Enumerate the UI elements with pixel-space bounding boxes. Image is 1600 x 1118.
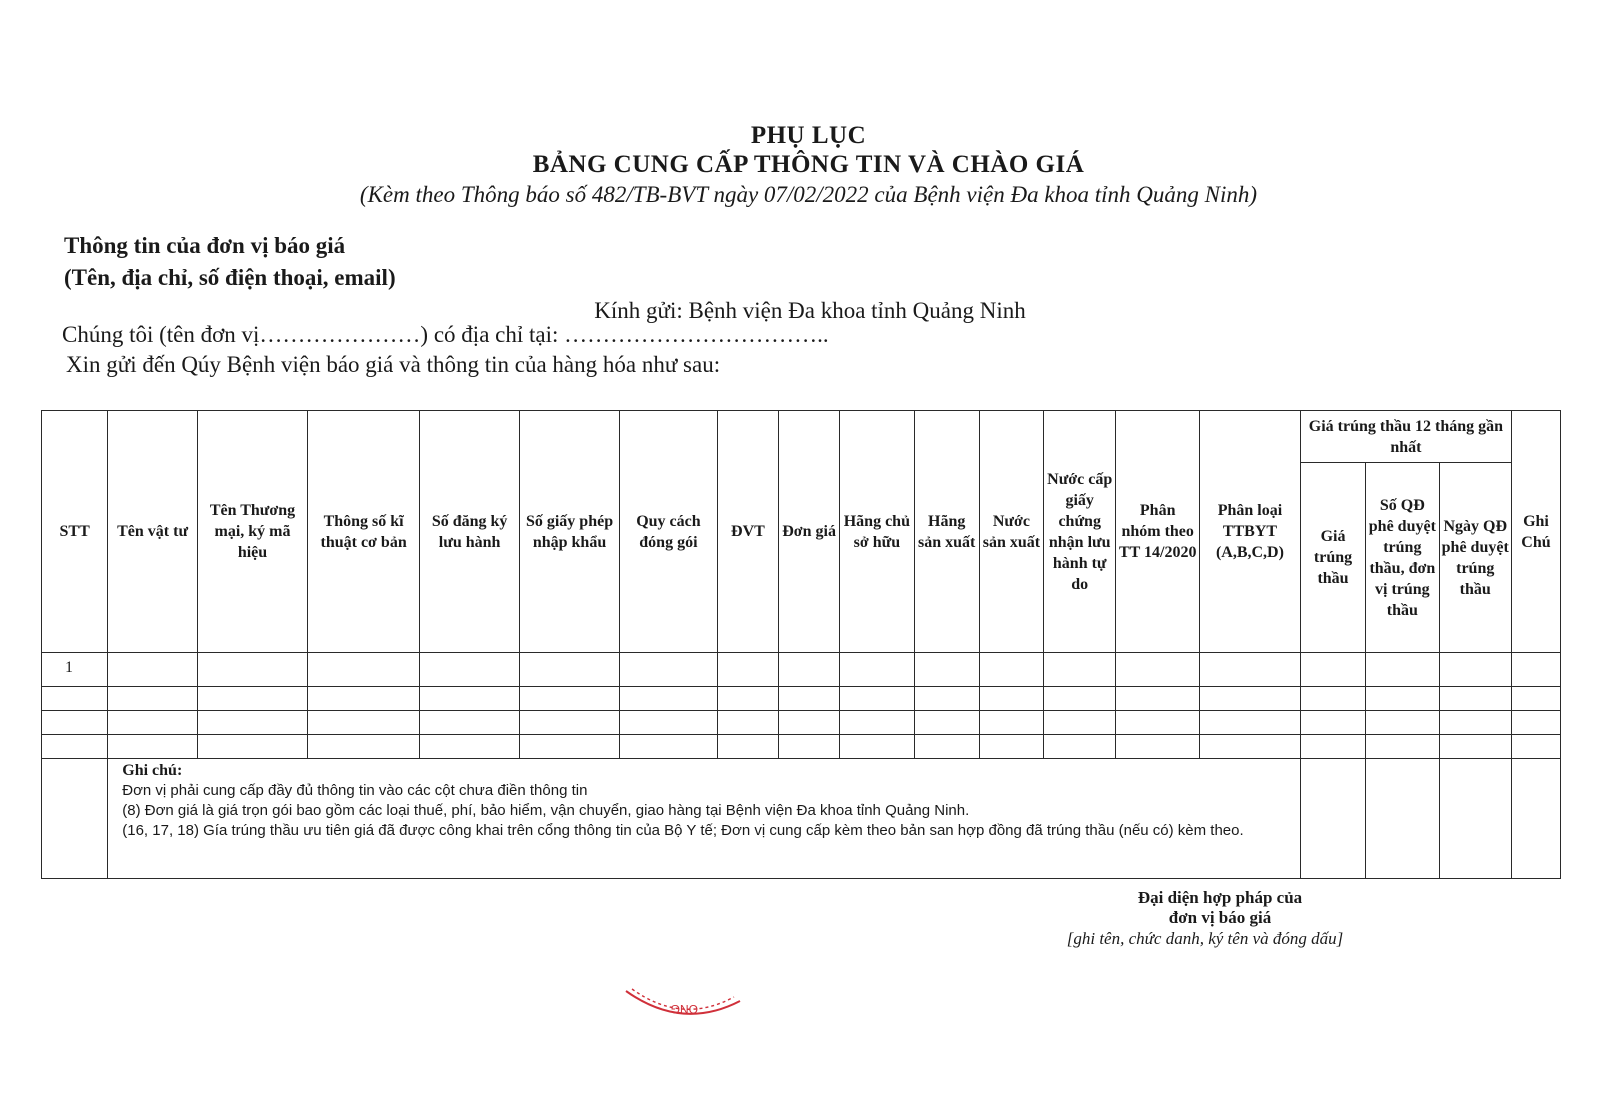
header-ngay-qd: Ngày QĐ phê duyệt trúng thầu [1439,463,1511,653]
document-subtitle: BẢNG CUNG CẤP THÔNG TIN VÀ CHÀO GIÁ [532,151,1085,178]
notes-line-1: Đơn vị phải cung cấp đầy đủ thông tin vào các cột chưa điền thông tin [122,782,588,799]
document-reference: (Kèm theo Thông báo số 482/TB-BVT ngày 07/02/2022 của Bệnh viện Đa khoa tỉnh Quảng Ninh) [359,182,1258,207]
row-stt [42,735,108,759]
table-row [42,653,1561,687]
notes-title: Ghi chú: [122,762,183,779]
notes-line-3: (16, 17, 18) Gía trúng thầu ưu tiên giá đã được công khai trên cổng thông tin của Bộ Y tế; Đơn vị cung cấp kèm theo bản san hợp đồng đã trúng thầu (nếu có) kèm theo. [122,822,1244,839]
header-gia-trung-thau-group: Giá trúng thầu 12 tháng gần nhất [1300,411,1511,463]
quotation-table [41,410,1561,879]
row-stt [42,711,108,735]
svg-text:ONG: ONG [670,1002,698,1016]
sender-info-heading: Thông tin của đơn vị báo giá [64,233,346,258]
notes-row [42,759,1561,879]
table-row [42,711,1561,735]
header-ten-thuong-mai: Tên Thương mại, ký mã hiệu [197,411,307,653]
table-row [42,687,1561,711]
header-hang-san-xuat: Hãng sản xuất [914,411,979,653]
header-nuoc-san-xuat: Nước sản xuất [979,411,1043,653]
header-so-dang-ky: Số đăng ký lưu hành [420,411,520,653]
header-gia-trung-thau: Giá trúng thầu [1300,463,1365,653]
header-ten-vat-tu: Tên vật tư [108,411,198,653]
greeting: Kính gửi: Bệnh viện Đa khoa tỉnh Quảng Ninh [594,298,1026,323]
stamp-seal-icon [622,985,762,1040]
intro-line-request: Xin gửi đến Qúy Bệnh viện báo giá và thông tin của hàng hóa như sau: [66,352,721,377]
header-phan-nhom: Phân nhóm theo TT 14/2020 [1116,411,1200,653]
row-stt: 1 [42,653,108,687]
header-phan-loai: Phân loại TTBYT (A,B,C,D) [1199,411,1300,653]
sender-info-hint: (Tên, địa chỉ, số điện thoại, email) [64,265,396,290]
header-thong-so: Thông số kĩ thuật cơ bản [308,411,420,653]
header-so-giay-phep: Số giấy phép nhập khẩu [520,411,620,653]
document-title: PHỤ LỤC [750,122,867,149]
table-row [42,735,1561,759]
signature-title: Đại diện hợp pháp của [1137,888,1303,907]
header-so-qd: Số QĐ phê duyệt trúng thầu, đơn vị trúng thầu [1366,463,1439,653]
intro-line-unit: Chúng tôi (tên đơn vị…………………) có địa chỉ tại: …………………………….. [62,322,829,347]
notes-cell [108,759,1301,879]
header-dvt: ĐVT [717,411,778,653]
signature-unit: đơn vị báo giá [1168,908,1272,927]
header-stt: STT [42,411,108,653]
header-nuoc-cap-giay: Nước cấp giấy chứng nhận lưu hành tự do [1044,411,1116,653]
header-don-gia: Đơn giá [779,411,840,653]
row-stt [42,687,108,711]
header-ghi-chu: Ghi Chú [1511,411,1560,653]
header-hang-chu-so-huu: Hãng chủ sở hữu [840,411,914,653]
header-quy-cach: Quy cách đóng gói [619,411,717,653]
notes-line-2: (8) Đơn giá là giá trọn gói bao gồm các loại thuế, phí, bảo hiểm, vận chuyển, giao hàng tại Bệnh viện Đa khoa tỉnh Quảng Ninh. [122,802,970,819]
signature-instruction: [ghi tên, chức danh, ký tên và đóng dấu] [1066,929,1344,948]
